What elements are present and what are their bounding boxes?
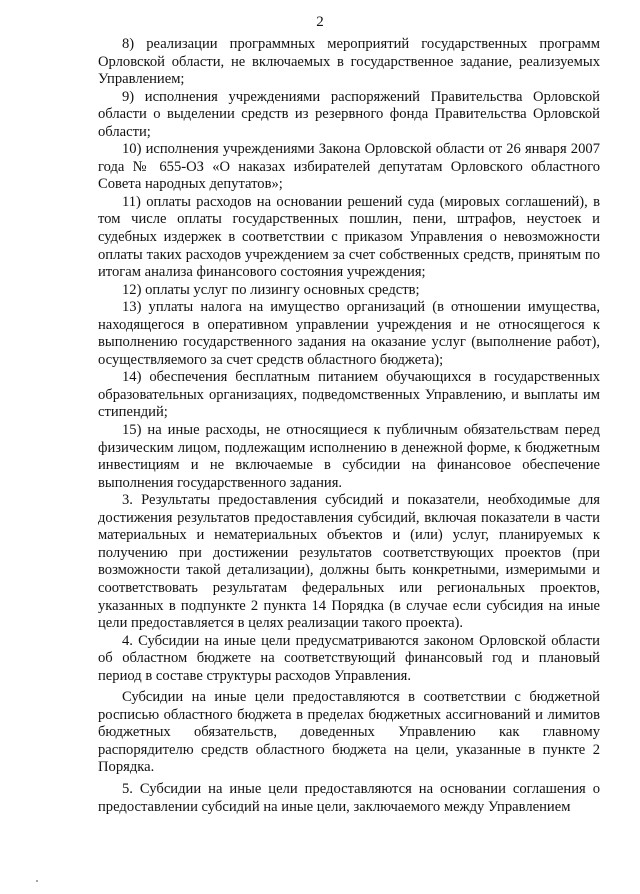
paragraph-item-9: 9) исполнения учреждениями распоряжений Правительства Орловской области о выделении средств из резервного фонда Правительства Орловской области; — [98, 88, 600, 140]
paragraph-item-13: 13) уплаты налога на имущество организаций (в отношении имущества, находящегося в оперативном управлении учреждения и не относящегося к выполнению государственного задания на оказание услуг (выполнение работ), осуществляемого за счет средств областного бюджета); — [98, 299, 600, 368]
paragraph-section-4-continued: Субсидии на иные цели предоставляются в соответствии с бюджетной росписью областного бюджета в пределах бюджетных ассигнований и лимитов бюджетных обязательств, доведенных Управлению как главному распорядителю средств областного бюджета на цели, указанные в пункте 2 Порядка. — [98, 689, 600, 776]
page-number: 2 — [316, 14, 324, 30]
paragraph-item-11: 11) оплаты расходов на основании решений суда (мировых соглашений), в том числе оплаты государственных пошлин, пени, штрафов, неустоек и судебных издержек в соответствии с приказом Управления о невозможности оплаты таких расходов учреждением за счет собственных средств, принятым по итогам анализа финансового состояния учреждения; — [98, 193, 600, 281]
paragraph-item-14: 14) обеспечения бесплатным питанием обучающихся в государственных образовательных организациях, подведомственных Управлению, и выплаты им стипендий; — [98, 369, 600, 421]
paragraph-section-5: 5. Субсидии на иные цели предоставляются на основании соглашения о предоставлении субсидий на иные цели, заключаемого между Управлением — [98, 780, 600, 815]
paragraph-item-8: 8) реализации программных мероприятий государственных программ Орловской области, не включаемых в государственное задание, реализуемых Управлением; — [98, 36, 600, 88]
scan-speck — [36, 880, 38, 882]
paragraph-item-10: 10) исполнения учреждениями Закона Орловской области от 26 января 2007 года № 655-ОЗ «О наказах избирателей депутатам Орловского областного Совета народных депутатов»; — [98, 141, 600, 193]
paragraph-section-3: 3. Результаты предоставления субсидий и показатели, необходимые для достижения результатов предоставления субсидий, включая показатели в части материальных и нематериальных объектов и (или) услуг, планируемых к получению при достижении результатов соответствующих проектов (при возможности такой детализации), должны быть конкретными, измеримыми и соответствовать результатам федеральных или региональных проектов, указанных в подпункте 2 пункта 14 Порядка (в случае если субсидия на иные цели предоставляется в целях реализации такого проекта). — [98, 492, 600, 632]
document-body — [98, 36, 600, 816]
paragraph-section-4: 4. Субсидии на иные цели предусматриваются законом Орловской области об областном бюджете на соответствующий финансовый год и плановый период в составе структуры расходов Управления. — [98, 632, 600, 684]
paragraph-item-15: 15) на иные расходы, не относящиеся к публичным обязательствам перед физическим лицом, подлежащим исполнению в денежной форме, к бюджетным инвестициям и не включаемые в субсидии на финансовое обеспечение выполнения государственного задания. — [98, 422, 600, 491]
paragraph-item-12: 12) оплаты услуг по лизингу основных средств; — [122, 281, 420, 298]
